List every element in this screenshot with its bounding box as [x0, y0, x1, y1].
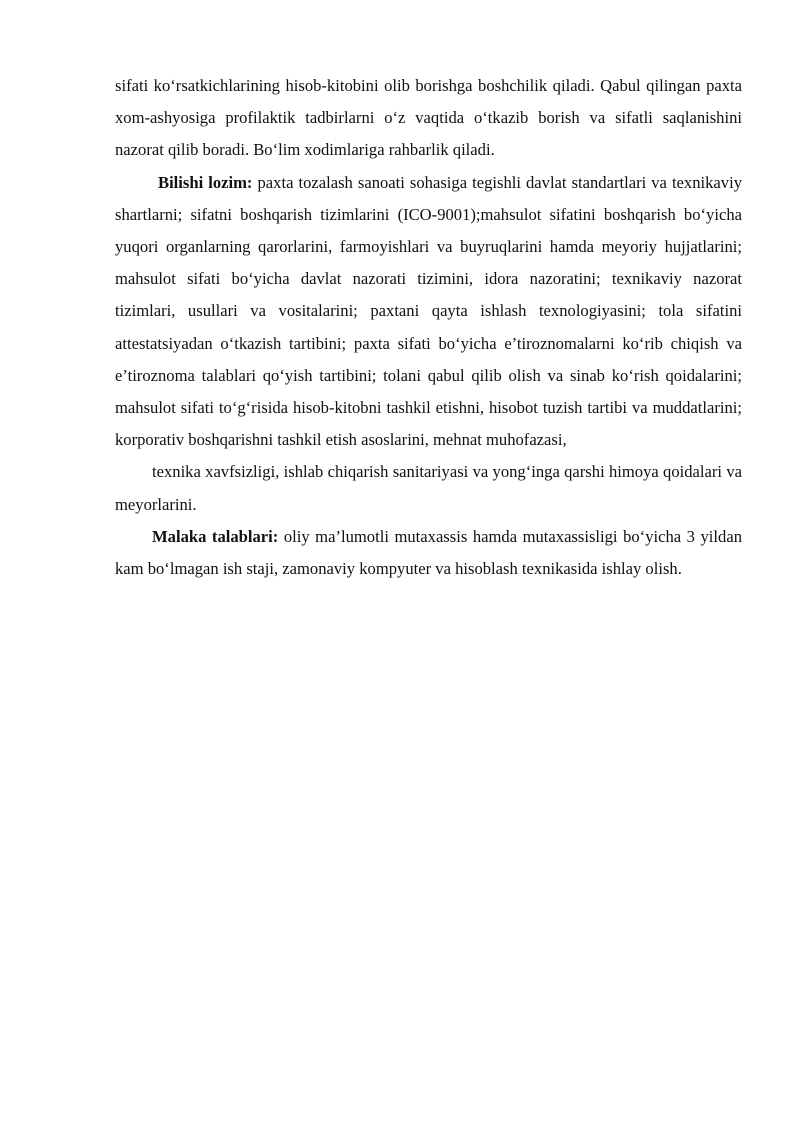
document-body — [115, 70, 742, 585]
qualification-text: oliy ma’lumotli mutaxassis hamda mutaxassisligi bo‘yicha 3 yildan kam bo‘lmagan ish staji, zamonaviy kompyuter va hisoblash texnikasida ishlay olish. — [115, 526, 742, 579]
paragraph-knowledge-continuation: texnika xavfsizligi, ishlab chiqarish sanitariyasi va yong‘inga qarshi himoya qoidalari va meyorlarini. — [115, 462, 742, 514]
paragraph-intro: sifati ko‘rsatkichlarining hisob-kitobini olib borishga boshchilik qiladi. Qabul qilingan paxta xom-ashyosiga profilaktik tadbirlarni o‘z vaqtida o‘tkazib borish va sifatli saqlanishini nazorat qilib boradi. Bo‘lim xodimlariga rahbarlik qiladi. — [115, 76, 742, 160]
knowledge-text: paxta tozalash sanoati sohasiga tegishli davlat standartlari va texnikaviy shartlarni; sifatni boshqarish tizimlarini (ICO-9001);mahsulot sifatini boshqarish bo‘yicha yuqori organlarning qarorlarini, farmoyishlari va buyruqlarini hamda meyoriy hujjatlarini; mahsulot sifati bo‘yicha davlat nazorati tizimini, idora nazoratini; texnikaviy nazorat tizimlari, usullari va vositalarini; paxtani qayta ishlash texnologiyasini; tola sifatini attestatsiyadan o‘tkazish tartibini; paxta sifati bo‘yicha e’tiroznomalarni ko‘rib chiqish va e’tiroznoma talablari qo‘yish tartibini; tolani qabul qilib olish va sinab ko‘rish qoidalarini; mahsulot sifati to‘g‘risida hisob-kitobni tashkil etishni, hisobot tuzish tartibi va muddatlarini; korporativ boshqarishni tashkil etish asoslarini, mehnat muhofazasi, — [115, 172, 742, 450]
paragraph-knowledge — [115, 167, 742, 457]
qualification-heading: Malaka talablari: — [152, 526, 279, 546]
knowledge-heading: Bilishi lozim: — [158, 172, 253, 192]
paragraph-qualification — [115, 521, 742, 585]
